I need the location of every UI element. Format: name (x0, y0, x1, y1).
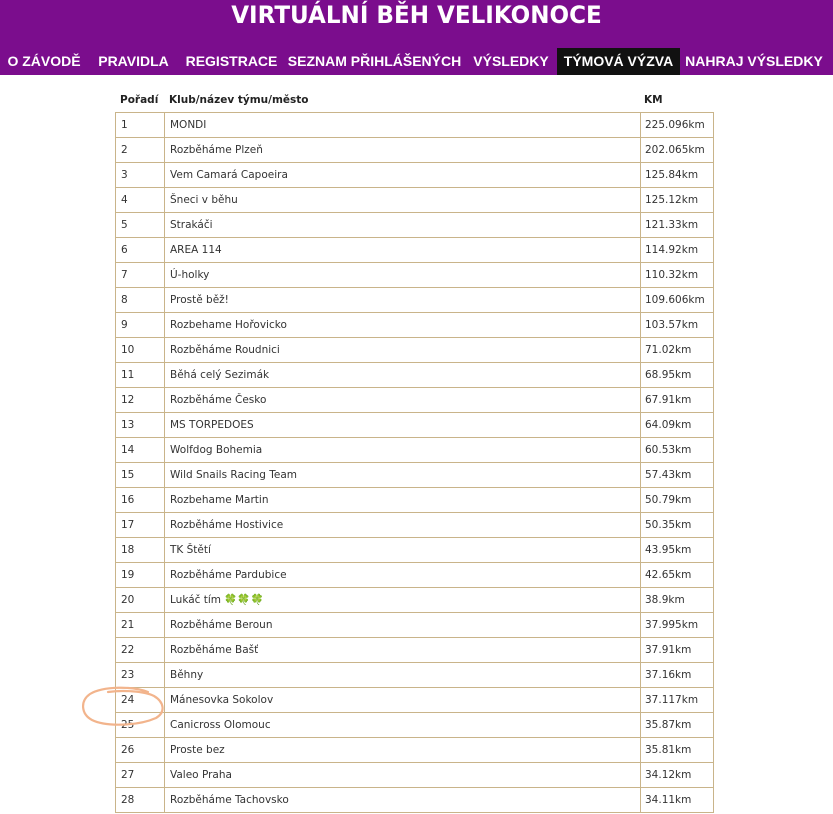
km-cell: 103.57km (641, 313, 714, 337)
rank-cell: 20 (116, 588, 165, 612)
table-row (116, 288, 714, 313)
team-name-cell: AREA 114 (165, 238, 641, 262)
km-cell: 109.606km (641, 288, 714, 312)
table-row (116, 788, 714, 813)
table-row (116, 713, 714, 738)
rank-cell: 7 (116, 263, 165, 287)
rank-cell: 15 (116, 463, 165, 487)
rank-cell: 2 (116, 138, 165, 162)
rank-cell: 27 (116, 763, 165, 787)
team-name-cell: MONDI (165, 113, 641, 137)
table-row (116, 588, 714, 613)
rank-cell: 25 (116, 713, 165, 737)
nav-item-pravidla[interactable]: PRAVIDLA (98, 53, 169, 69)
column-header-name: Klub/název týmu/město (169, 94, 309, 106)
km-cell: 34.11km (641, 788, 714, 812)
rank-cell: 23 (116, 663, 165, 687)
km-cell: 37.995km (641, 613, 714, 637)
rank-cell: 18 (116, 538, 165, 562)
rank-cell: 16 (116, 488, 165, 512)
km-cell: 114.92km (641, 238, 714, 262)
column-header-km: KM (644, 94, 663, 106)
nav-item-vysledky[interactable]: VÝSLEDKY (473, 53, 549, 69)
table-row (116, 738, 714, 763)
table-row (116, 238, 714, 263)
km-cell: 68.95km (641, 363, 714, 387)
table-row (116, 338, 714, 363)
table-row (116, 263, 714, 288)
rank-cell: 9 (116, 313, 165, 337)
team-name-cell: Prostě běž! (165, 288, 641, 312)
team-name-cell: TK Štětí (165, 538, 641, 562)
team-name-cell: Rozběháme Plzeň (165, 138, 641, 162)
team-name-cell: Běhá celý Sezimák (165, 363, 641, 387)
team-name-cell: Strakáči (165, 213, 641, 237)
team-name-cell: Rozbehame Hořovicko (165, 313, 641, 337)
km-cell: 57.43km (641, 463, 714, 487)
rank-cell: 28 (116, 788, 165, 812)
rank-cell: 3 (116, 163, 165, 187)
km-cell: 37.16km (641, 663, 714, 687)
km-cell: 35.81km (641, 738, 714, 762)
km-cell: 125.12km (641, 188, 714, 212)
team-name-cell: Ú-holky (165, 263, 641, 287)
km-cell: 60.53km (641, 438, 714, 462)
table-row (116, 163, 714, 188)
km-cell: 43.95km (641, 538, 714, 562)
site-header (0, 0, 833, 75)
rank-cell: 22 (116, 638, 165, 662)
km-cell: 64.09km (641, 413, 714, 437)
rank-cell: 10 (116, 338, 165, 362)
rank-cell: 1 (116, 113, 165, 137)
km-cell: 50.79km (641, 488, 714, 512)
km-cell: 37.91km (641, 638, 714, 662)
table-row (116, 188, 714, 213)
km-cell: 110.32km (641, 263, 714, 287)
team-name-cell: Rozbehame Martin (165, 488, 641, 512)
table-row (116, 613, 714, 638)
team-name-cell: Vem Camará Capoeira (165, 163, 641, 187)
team-name-cell: Proste bez (165, 738, 641, 762)
rank-cell: 26 (116, 738, 165, 762)
table-row (116, 538, 714, 563)
rank-cell: 8 (116, 288, 165, 312)
km-cell: 50.35km (641, 513, 714, 537)
table-row (116, 138, 714, 163)
rank-cell: 24 (116, 688, 165, 712)
table-row (116, 388, 714, 413)
rank-cell: 21 (116, 613, 165, 637)
team-name-cell: Rozběháme Beroun (165, 613, 641, 637)
team-name-cell: Wolfdog Bohemia (165, 438, 641, 462)
main-nav (0, 48, 833, 75)
nav-item-seznam-prihlasenych[interactable]: SEZNAM PŘIHLÁŠENÝCH (287, 53, 462, 69)
team-name-cell: Mánesovka Sokolov (165, 688, 641, 712)
table-row (116, 463, 714, 488)
team-name-cell: Rozběháme Česko (165, 388, 641, 412)
table-row (116, 688, 714, 713)
team-name-cell: Běhny (165, 663, 641, 687)
table-row (116, 513, 714, 538)
table-row (116, 313, 714, 338)
nav-item-tymova-vyzva[interactable]: TÝMOVÁ VÝZVA (557, 48, 680, 75)
table-row (116, 113, 714, 138)
nav-item-registrace[interactable]: REGISTRACE (185, 53, 278, 69)
rank-cell: 14 (116, 438, 165, 462)
rank-cell: 12 (116, 388, 165, 412)
rank-cell: 19 (116, 563, 165, 587)
table-row (116, 563, 714, 588)
team-name-cell: Lukáč tím 🍀🍀🍀 (165, 588, 641, 612)
team-name-cell: Canicross Olomouc (165, 713, 641, 737)
table-body (115, 112, 714, 813)
nav-item-o-zavode[interactable]: O ZÁVODĚ (7, 53, 81, 69)
rank-cell: 4 (116, 188, 165, 212)
table-row (116, 413, 714, 438)
column-header-rank: Pořadí (120, 94, 159, 106)
team-name-cell: Šneci v běhu (165, 188, 641, 212)
team-name-cell: Wild Snails Racing Team (165, 463, 641, 487)
team-name-cell: Rozběháme Bašť (165, 638, 641, 662)
table-row (116, 438, 714, 463)
nav-item-nahraj-vysledky[interactable]: NAHRAJ VÝSLEDKY (685, 53, 823, 69)
rank-cell: 13 (116, 413, 165, 437)
km-cell: 42.65km (641, 563, 714, 587)
km-cell: 35.87km (641, 713, 714, 737)
table-row (116, 488, 714, 513)
km-cell: 202.065km (641, 138, 714, 162)
team-name-cell: Rozběháme Hostivice (165, 513, 641, 537)
rank-cell: 11 (116, 363, 165, 387)
table-row (116, 638, 714, 663)
team-name-cell: Rozběháme Pardubice (165, 563, 641, 587)
team-name-cell: MS TORPEDOES (165, 413, 641, 437)
km-cell: 225.096km (641, 113, 714, 137)
km-cell: 37.117km (641, 688, 714, 712)
rank-cell: 5 (116, 213, 165, 237)
team-name-cell: Rozběháme Tachovsko (165, 788, 641, 812)
site-title: VIRTUÁLNÍ BĚH VELIKONOCE (231, 1, 602, 29)
km-cell: 121.33km (641, 213, 714, 237)
rank-cell: 17 (116, 513, 165, 537)
km-cell: 38.9km (641, 588, 714, 612)
rank-cell: 6 (116, 238, 165, 262)
table-row (116, 363, 714, 388)
team-name-cell: Rozběháme Roudnici (165, 338, 641, 362)
km-cell: 71.02km (641, 338, 714, 362)
km-cell: 125.84km (641, 163, 714, 187)
table-row (116, 763, 714, 788)
table-row (116, 213, 714, 238)
table-row (116, 663, 714, 688)
km-cell: 34.12km (641, 763, 714, 787)
team-name-cell: Valeo Praha (165, 763, 641, 787)
km-cell: 67.91km (641, 388, 714, 412)
